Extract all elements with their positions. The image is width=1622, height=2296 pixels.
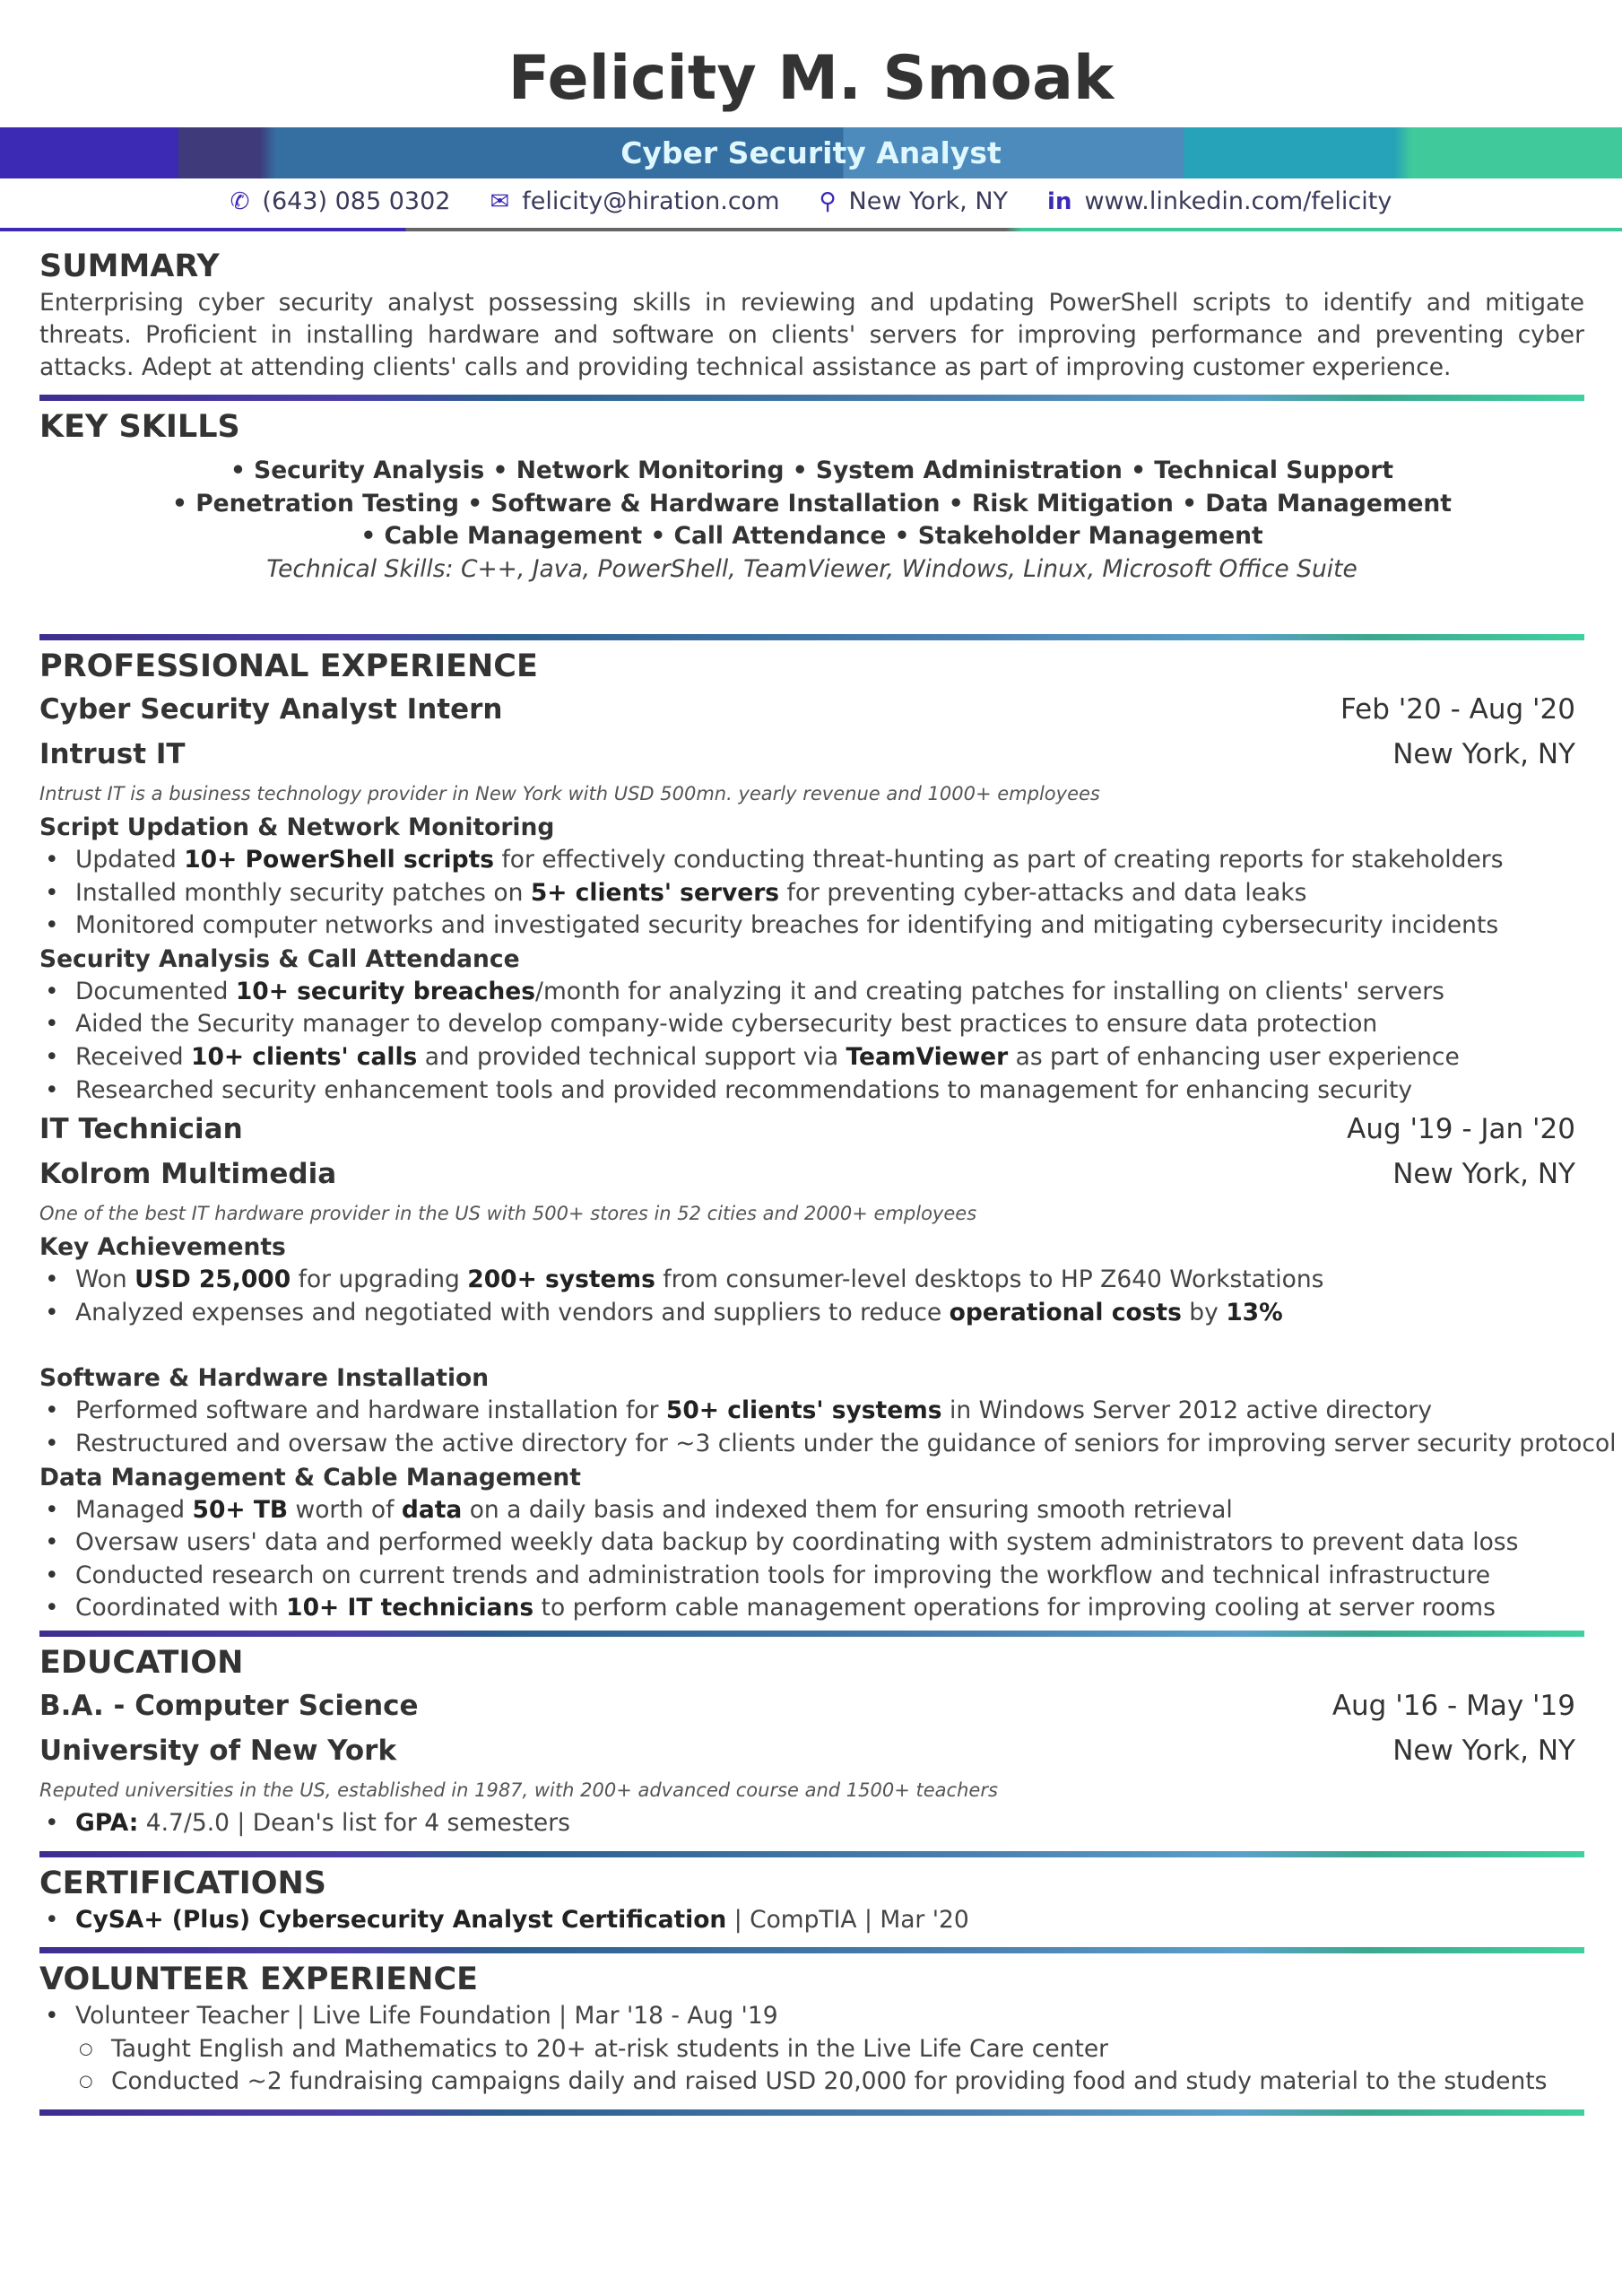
contact-bar: [0, 182, 1622, 222]
text-segment: Analyzed expenses and negotiated with vendors and suppliers to reduce: [75, 1298, 950, 1326]
education-row: [39, 1683, 1584, 1728]
text-segment: for effectively conducting threat-hunting as part of creating reports for stakeholders: [494, 846, 1504, 874]
section-divider: [39, 1851, 1584, 1857]
skills-list: [39, 455, 1584, 586]
volunteer-bullets: [39, 2000, 1584, 2033]
experience-heading: PROFESSIONAL EXPERIENCE: [39, 648, 538, 684]
bullet-item: [39, 1428, 1617, 1461]
bold-text: USD 25,000: [134, 1265, 291, 1294]
job-header-row: [39, 687, 1584, 732]
bullet-item: [39, 1494, 1584, 1527]
subsection-heading: Data Management & Cable Management: [39, 1463, 581, 1492]
bullet-item: [39, 1526, 1584, 1560]
spacer: [39, 1329, 1584, 1361]
text-segment: Coordinated with: [75, 1594, 287, 1622]
bullet-list: [39, 976, 1584, 1107]
bold-text: CySA+ (Plus) Cybersecurity Analyst Certification: [75, 1905, 727, 1934]
education-location: New York, NY: [1392, 1734, 1575, 1767]
job-title: IT Technician: [39, 1113, 243, 1146]
bold-text: 10+ clients' calls: [191, 1042, 418, 1071]
company-name: Kolrom Multimedia: [39, 1158, 337, 1191]
text-segment: Installed monthly security patches on: [75, 878, 531, 907]
bullet-item: [39, 2000, 1584, 2033]
education-dates: Aug '16 - May '19: [1331, 1689, 1575, 1722]
bullet-item: [39, 1592, 1584, 1625]
section-divider: [39, 634, 1584, 640]
education-heading: EDUCATION: [39, 1644, 244, 1681]
bullet-item: [39, 1297, 1584, 1330]
text-segment: Won: [75, 1265, 135, 1294]
text-segment: in Windows Server 2012 active directory: [941, 1396, 1433, 1425]
bold-text: 50+ clients' systems: [665, 1396, 942, 1425]
bold-text: GPA:: [75, 1808, 139, 1837]
bold-text: data: [401, 1495, 463, 1524]
contact-email[interactable]: [490, 182, 779, 222]
linkedin-icon: in: [1047, 188, 1072, 215]
bullet-item: [39, 2033, 1584, 2066]
certifications-heading: CERTIFICATIONS: [39, 1865, 327, 1901]
bullet-list: [39, 1395, 1617, 1460]
contact-linkedin[interactable]: [1047, 182, 1392, 222]
text-segment: on a daily basis and indexed them for ensuring smooth retrieval: [462, 1495, 1233, 1524]
text-segment: worth of: [288, 1495, 402, 1524]
text-segment: Managed: [75, 1495, 193, 1524]
company-name: Intrust IT: [39, 738, 186, 770]
bullet-item: [39, 1807, 1584, 1840]
section-divider: [39, 2109, 1584, 2116]
text-segment: Received: [75, 1042, 191, 1071]
text-segment: to perform cable management operations for improving cooling at server rooms: [533, 1594, 1496, 1622]
bold-text: 10+ IT technicians: [286, 1594, 534, 1622]
bullet-list: [39, 844, 1584, 943]
school: University of New York: [39, 1734, 397, 1767]
text-segment: Restructured and oversaw the active directory for ~3 clients under the guidance of seniors for improving server security protocol: [75, 1429, 1617, 1457]
job-location: New York, NY: [1392, 1158, 1575, 1191]
job-dates: Aug '19 - Jan '20: [1347, 1113, 1575, 1146]
section-divider: [39, 1631, 1584, 1637]
text-segment: Monitored computer networks and investigated security breaches for identifying and mitigating cybersecurity incidents: [75, 911, 1499, 940]
bullet-item: [39, 1008, 1584, 1041]
skills-line: • Security Analysis • Network Monitoring • System Administration • Technical Support: [230, 457, 1394, 484]
job-company-row: [39, 732, 1584, 777]
text-segment: Conducted ~2 fundraising campaigns daily and raised USD 20,000 for providing food and study material to the students: [111, 2067, 1548, 2096]
skills-line: • Cable Management • Call Attendance • Stakeholder Management: [360, 522, 1263, 550]
section-divider: [39, 395, 1584, 401]
text-segment: 4.7/5.0 | Dean's list for 4 semesters: [138, 1808, 570, 1837]
subsection-heading: Software & Hardware Installation: [39, 1364, 490, 1393]
mail-icon: ✉: [490, 188, 510, 215]
text-segment: Oversaw users' data and performed weekly data backup by coordinating with system administrators to prevent data loss: [75, 1528, 1519, 1557]
job-title: Cyber Security Analyst: [620, 135, 1002, 170]
phone-icon: ✆: [230, 188, 250, 215]
text-segment: Aided the Security manager to develop company-wide cybersecurity best practices to ensure data protection: [75, 1010, 1378, 1039]
bullet-list: [39, 1264, 1584, 1329]
text-segment: Updated: [75, 846, 185, 874]
job-location: New York, NY: [1392, 738, 1575, 770]
bold-text: 50+ TB: [192, 1495, 289, 1524]
job-dates: Feb '20 - Aug '20: [1340, 693, 1575, 726]
education-row: [39, 1728, 1584, 1773]
bullet-item: [39, 1395, 1584, 1428]
bullet-item: [39, 877, 1584, 910]
degree: B.A. - Computer Science: [39, 1689, 419, 1722]
job-company-row: [39, 1152, 1584, 1196]
company-description: One of the best IT hardware provider in the US with 500+ stores in 52 cities and 2000+ employees: [39, 1203, 977, 1225]
text-segment: Documented: [75, 977, 236, 1005]
bold-text: 5+ clients' servers: [530, 878, 780, 907]
bold-text: 13%: [1226, 1298, 1283, 1326]
location-text: New York, NY: [848, 187, 1009, 215]
summary-heading: SUMMARY: [39, 248, 220, 284]
subsection-heading: Security Analysis & Call Attendance: [39, 944, 520, 973]
linkedin-link[interactable]: www.linkedin.com/felicity: [1084, 187, 1392, 215]
text-segment: from consumer-level desktops to HP Z640 Workstations: [655, 1265, 1324, 1294]
bold-text: operational costs: [949, 1298, 1182, 1326]
bullet-item: [39, 1264, 1584, 1297]
education-bullets: [39, 1807, 1584, 1840]
skills-line: • Penetration Testing • Software & Hardware Installation • Risk Mitigation • Data Management: [172, 489, 1452, 517]
candidate-name: Felicity M. Smoak: [507, 43, 1115, 114]
school-description: Reputed universities in the US, established in 1987, with 200+ advanced course and 1500+ teachers: [39, 1779, 998, 1801]
certification-bullets: [39, 1904, 1584, 1937]
text-segment: | CompTIA | Mar '20: [726, 1905, 969, 1934]
text-segment: Conducted research on current trends and administration tools for improving the workflow and technical infrastructure: [75, 1561, 1491, 1589]
bullet-item: [39, 2066, 1584, 2099]
text-segment: Volunteer Teacher | Live Life Foundation | Mar '18 - Aug '19: [75, 2002, 778, 2031]
bullet-item: [39, 1560, 1584, 1593]
subsection-heading: Key Achievements: [39, 1233, 286, 1262]
bullet-list: [39, 1494, 1584, 1625]
text-segment: Taught English and Mathematics to 20+ at-risk students in the Live Life Care center: [111, 2034, 1109, 2063]
contact-phone: [230, 182, 451, 222]
bullet-item: [39, 1074, 1584, 1108]
bullet-item: [39, 844, 1584, 877]
text-segment: as part of enhancing user experience: [1008, 1042, 1460, 1071]
subsection-heading: Script Updation & Network Monitoring: [39, 813, 555, 841]
skills-heading: KEY SKILLS: [39, 409, 240, 445]
phone-text: (643) 085 0302: [262, 187, 451, 215]
bold-text: TeamViewer: [846, 1042, 1009, 1071]
bold-text: 200+ systems: [467, 1265, 655, 1294]
bullet-item: [39, 909, 1584, 943]
text-segment: for preventing cyber-attacks and data leaks: [779, 878, 1307, 907]
summary-text: Enterprising cyber security analyst possessing skills in reviewing and updating PowerShell scripts to identify and mitigate threats. Proficient in installing hardware and software on clients' servers for improving performance and preventing cyber attacks. Adept at attending clients' calls and providing technical assistance as part of improving customer experience.: [39, 289, 1584, 381]
title-band: [0, 127, 1622, 178]
bullet-item: [39, 976, 1584, 1009]
contact-location: [820, 182, 1009, 222]
job-header-row: [39, 1107, 1584, 1152]
text-segment: Performed software and hardware installation for: [75, 1396, 666, 1425]
bold-text: 10+ security breaches: [235, 977, 536, 1005]
technical-skills: Technical Skills: C++, Java, PowerShell, TeamViewer, Windows, Linux, Microsoft Office Suite: [266, 554, 1357, 583]
text-segment: by: [1181, 1298, 1227, 1326]
volunteer-sub-bullets: [39, 2033, 1584, 2099]
resume-body: [39, 244, 1617, 2121]
job-list: [39, 687, 1617, 1625]
bold-text: 10+ PowerShell scripts: [184, 846, 495, 874]
bullet-item: [39, 1041, 1584, 1074]
text-segment: for upgrading: [291, 1265, 468, 1294]
job-title: Cyber Security Analyst Intern: [39, 693, 503, 726]
company-description: Intrust IT is a business technology provider in New York with USD 500mn. yearly revenue and 1000+ employees: [39, 783, 1100, 804]
bullet-item: [39, 1904, 1584, 1937]
header-divider: [0, 228, 1622, 231]
email-text[interactable]: felicity@hiration.com: [522, 187, 780, 215]
text-segment: /month for analyzing it and creating patches for installing on clients' servers: [535, 977, 1444, 1005]
section-divider: [39, 1947, 1584, 1953]
text-segment: Researched security enhancement tools and provided recommendations to management for enhancing security: [75, 1075, 1413, 1104]
location-icon: ⚲: [819, 188, 837, 215]
volunteer-heading: VOLUNTEER EXPERIENCE: [39, 1961, 479, 1998]
text-segment: and provided technical support via: [417, 1042, 846, 1071]
